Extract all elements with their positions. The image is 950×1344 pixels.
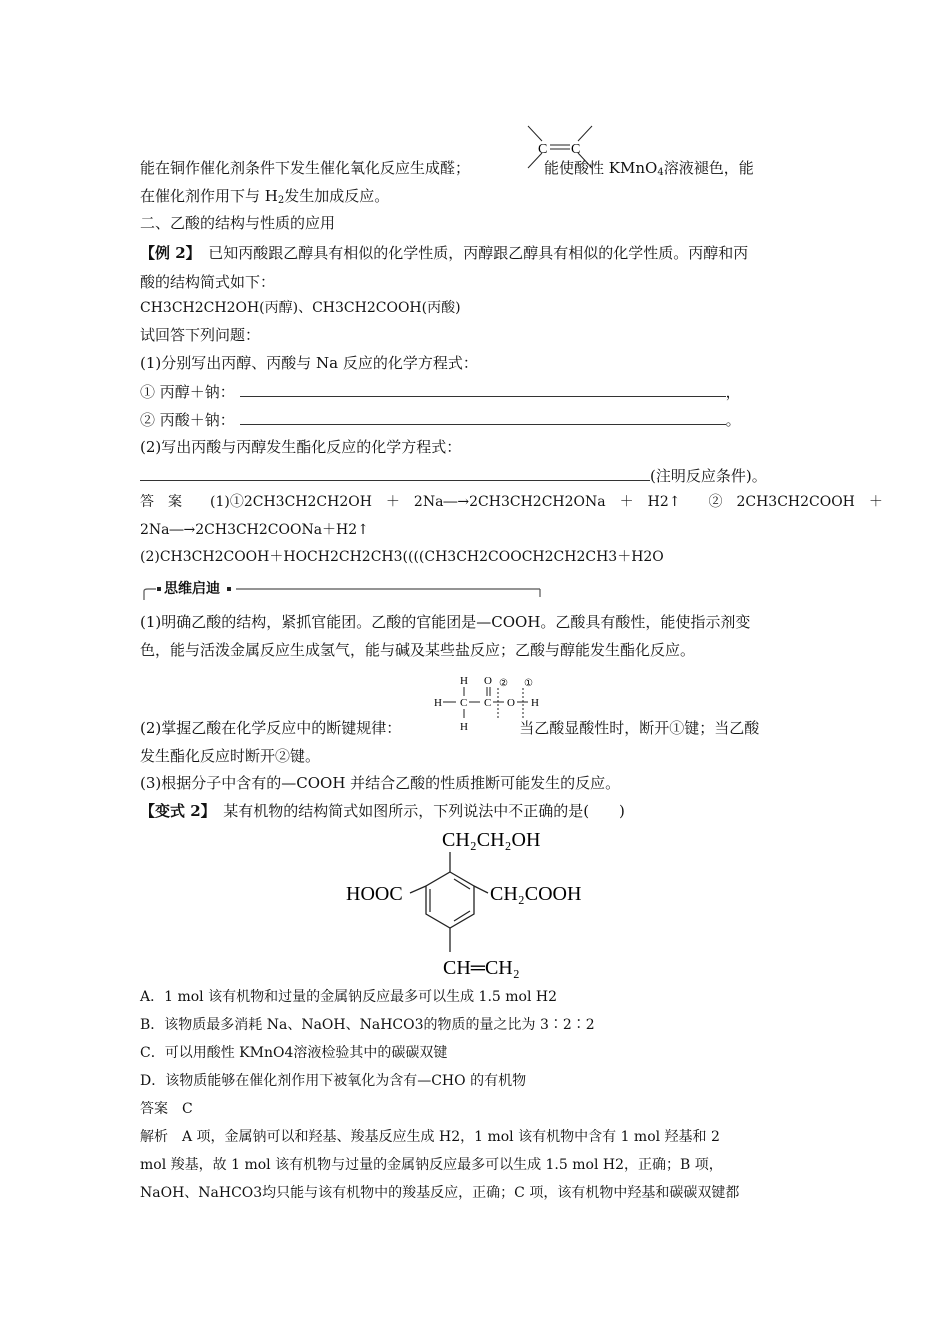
question-2-blank-line	[140, 465, 767, 486]
acetic-c1: C	[460, 697, 468, 709]
thinking-2b: 发生酯化反应时断开②键。	[140, 747, 321, 765]
thinking-1a: (1)明确乙酸的结构，紧抓官能团。乙酸的官能团是—COOH。乙酸具有酸性，能使指示剂变	[140, 613, 751, 631]
thinking-2a-text: (2)掌握乙酸在化学反应中的断键规律：	[140, 719, 402, 737]
molecule-structure	[330, 822, 620, 982]
variant-2-question	[140, 801, 625, 821]
answer-label: 答 案	[140, 494, 182, 510]
analysis-line-3: NaOH、NaHCO3均只能与该有机物中的羧基反应，正确；C 项，该有机物中羟基和碳碳双键都	[140, 1185, 740, 1201]
molecule-bottom-group: CH═CH₂	[443, 957, 520, 979]
para-1-before: 能在铜作催化剂条件下发生催化氧化反应生成醛；	[140, 159, 471, 177]
analysis-line-2: mol 羧基，故 1 mol 该有机物与过量的金属钠反应最多可以生成 1.5 mol H2，正确；B 项，	[140, 1157, 723, 1173]
question-2: (2)写出丙酸与丙醇发生酯化反应的化学方程式：	[140, 438, 462, 456]
thinking-3: (3)根据分子中含有的—COOH 并结合乙酸的性质推断可能发生的反应。	[140, 774, 621, 792]
kmno4-sub: 4	[657, 167, 664, 178]
question-1a	[140, 381, 741, 402]
option-a[interactable]: A．1 mol 该有机物和过量的金属钠反应最多可以生成 1.5 mol H2	[140, 989, 558, 1005]
answer-line-3: (2)CH3CH2COOH＋HOCH2CH2CH3((((CH3CH2COOCH2CH2CH3＋H2O	[140, 549, 664, 565]
example-2-text-1: 已知丙酸跟乙醇具有相似的化学性质，丙醇跟乙醇具有相似的化学性质。丙醇和丙	[208, 244, 749, 262]
answer-line-2: 2Na―→2CH3CH2COONa＋H2↑	[140, 522, 369, 538]
thinking-title: 思维启迪	[164, 581, 220, 597]
variant-2-text: 某有机物的结构简式如图所示，下列说法中不正确的是( )	[223, 802, 625, 820]
alkene-c2: C	[571, 142, 581, 157]
acetic-o-carbonyl: O	[484, 675, 492, 687]
variant-2-label: 【变式 2】	[140, 802, 209, 820]
acetic-h-acid: H	[531, 697, 539, 709]
para-1-line-2	[140, 186, 389, 206]
section-2-heading: 二、乙酸的结构与性质的应用	[140, 214, 336, 232]
answer-blank-1b[interactable]	[240, 409, 726, 425]
para-1-after-end: 溶液褪色，能	[663, 159, 754, 177]
question-1a-label: ① 丙醇＋钠：	[140, 383, 235, 401]
analysis-line-1: 解析 A 项，金属钠可以和羟基、羧基反应生成 H2，1 mol 该有机物中含有 1 mol 羟基和 2	[140, 1129, 720, 1145]
variant-2-answer: 答案 C	[140, 1101, 193, 1117]
alkene-c1: C	[538, 142, 548, 157]
answer-1: (1)①2CH3CH2CH2OH ＋ 2Na―→2CH3CH2CH2ONa ＋ H2↑ ② 2CH3CH2COOH ＋	[210, 494, 883, 510]
example-2-formulas: CH3CH2CH2OH(丙醇)、CH3CH2COOH(丙酸)	[140, 300, 461, 316]
thinking-2a	[140, 718, 759, 738]
question-2-end: (注明反应条件)。	[650, 467, 767, 485]
acetic-h-bottom: H	[460, 721, 468, 733]
question-1a-end: ，	[725, 383, 741, 401]
example-2-ask: 试回答下列问题：	[140, 326, 261, 344]
para-1-after: 能使酸性 KMnO	[544, 159, 658, 177]
option-c[interactable]: C．可以用酸性 KMnO4溶液检验其中的碳碳双键	[140, 1045, 448, 1061]
example-2-label: 【例 2】	[140, 244, 194, 262]
acetic-h-top: H	[460, 675, 468, 687]
answer-blank-1a[interactable]	[240, 381, 726, 397]
option-b[interactable]: B．该物质最多消耗 Na、NaOH、NaHCO3的物质的量之比为 3∶2∶2	[140, 1017, 595, 1033]
answer-line-1	[140, 492, 883, 512]
question-1b-end: 。	[725, 411, 741, 429]
acetic-o-hydroxyl: O	[507, 697, 515, 709]
molecule-right-group: CH₂COOH	[490, 883, 582, 905]
thinking-2a-end: 当乙酸显酸性时，断开①键；当乙酸	[519, 719, 760, 737]
acetic-h-left: H	[434, 697, 442, 709]
thinking-1b: 色，能与活泼金属反应生成氢气，能与碱及某些盐反应；乙酸与醇能发生酯化反应。	[140, 641, 696, 659]
question-1: (1)分别写出丙醇、丙酸与 Na 反应的化学方程式：	[140, 354, 478, 372]
para-1-line2-a: 在催化剂作用下与 H	[140, 187, 278, 205]
question-1b-label: ② 丙酸＋钠：	[140, 411, 235, 429]
example-2-line-2: 酸的结构简式如下：	[140, 273, 276, 291]
para-1-line-1	[140, 158, 754, 178]
acetic-bond-2: ②	[499, 678, 508, 689]
example-2-line-1	[140, 243, 748, 263]
h2-sub: 2	[277, 195, 285, 206]
acetic-c2: C	[484, 697, 492, 709]
question-1b	[140, 409, 741, 430]
para-1-line2-b: 发生加成反应。	[284, 187, 390, 205]
thinking-box-header	[140, 579, 550, 597]
option-d[interactable]: D．该物质能够在催化剂作用下被氧化为含有—CHO 的有机物	[140, 1073, 527, 1089]
molecule-top-group: CH₂CH₂OH	[442, 829, 541, 851]
acetic-bond-1: ①	[524, 678, 533, 689]
molecule-left-group: HOOC	[346, 883, 403, 905]
answer-blank-2[interactable]	[140, 465, 650, 481]
